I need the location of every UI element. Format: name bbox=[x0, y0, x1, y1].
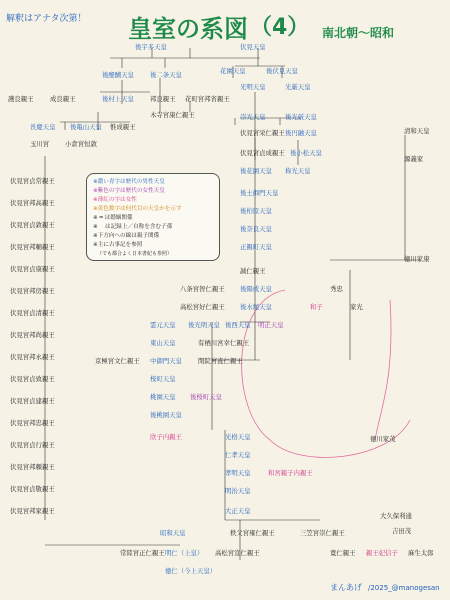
node-iemitsu: 家光 bbox=[350, 303, 363, 311]
node-hanamachi: 花町宮邦省親王 bbox=[185, 95, 230, 103]
fushimi-prince: 伏見宮貞常親王 bbox=[10, 177, 55, 185]
fushimi-prince: 伏見宮貞行親王 bbox=[10, 441, 55, 449]
node-ogimachi: 正親町天皇 bbox=[240, 243, 272, 251]
node-mikasa: 三笠宮崇仁親王 bbox=[300, 529, 345, 537]
node-gomurakami: 後村上天皇 bbox=[102, 95, 134, 103]
node-hirohito: 寛仁親王 bbox=[330, 549, 356, 557]
node-fushimi: 伏見天皇 bbox=[240, 43, 266, 51]
legend-box bbox=[86, 173, 220, 261]
fushimi-prince: 伏見宮貞致親王 bbox=[10, 375, 55, 383]
node-tamagawa: 玉川宮 bbox=[30, 140, 50, 148]
node-akihito: 明仁（上皇） bbox=[165, 549, 204, 557]
node-gosai: 後西天皇 bbox=[225, 321, 251, 329]
fushimi-prince: 伏見宮貞建親王 bbox=[10, 397, 55, 405]
node-gomomozono: 後桃園天皇 bbox=[150, 411, 182, 419]
credit-handle: /2025_@manogesan bbox=[368, 584, 440, 592]
node-kyogoku: 京極宮文仁親王 bbox=[95, 357, 140, 365]
node-gofushimi: 後伏見天皇 bbox=[266, 67, 298, 75]
node-takamatsu2: 高松宮宣仁親王 bbox=[215, 549, 260, 557]
node-yoshida: 吉田茂 bbox=[392, 527, 412, 535]
node-koreyasu: 惟成親王 bbox=[110, 123, 136, 131]
era-range: 南北朝〜昭和 bbox=[322, 26, 395, 40]
page-title: 皇室の系図 bbox=[128, 15, 248, 43]
node-shoko: 称光天皇 bbox=[285, 167, 311, 175]
fushimi-prince: 伏見宮貞康親王 bbox=[10, 265, 55, 273]
node-tomohito: 常陸宮正仁親王 bbox=[120, 549, 165, 557]
node-okubo: 大久保利通 bbox=[380, 512, 412, 520]
node-kunira: 邦良親王 bbox=[150, 95, 176, 103]
node-kazunomiya: 和宮親子内親王 bbox=[268, 469, 313, 477]
node-masako: 和子 bbox=[310, 303, 323, 311]
legend-line-3: ※薄紅の字は女性 bbox=[93, 197, 137, 203]
node-nakamikado: 中御門天皇 bbox=[150, 357, 182, 365]
node-gokameyama: 後亀山天皇 bbox=[70, 123, 102, 131]
node-gokashiwabara: 後柏原天皇 bbox=[240, 207, 272, 215]
node-higashiyama: 東山天皇 bbox=[150, 339, 176, 347]
fushimi-prince: 伏見宮邦尚親王 bbox=[10, 331, 55, 339]
node-yoshiko: 欣子内親王 bbox=[150, 433, 182, 441]
node-hachijo: 八条宮智仁親王 bbox=[180, 285, 225, 293]
node-gokomatsu: 後小松天皇 bbox=[290, 149, 322, 157]
node-narinaga: 成良親王 bbox=[50, 95, 76, 103]
fushimi-prince: 伏見宮貞敦親王 bbox=[10, 221, 55, 229]
node-godaigo: 後醍醐天皇 bbox=[102, 71, 134, 79]
node-nobuko: 親王妃信子 bbox=[366, 549, 398, 557]
node-gouda: 後宇多天皇 bbox=[135, 43, 167, 51]
fushimi-prince: 伏見宮邦高親王 bbox=[10, 199, 55, 207]
node-tokugawa: 徳川家康 bbox=[404, 255, 430, 263]
node-muneyoshi: 護良親王 bbox=[8, 95, 34, 103]
node-goenyu: 後円融天皇 bbox=[285, 129, 317, 137]
credit-author: まんあげ bbox=[330, 583, 362, 592]
node-komyo: 光明天皇 bbox=[240, 83, 266, 91]
node-goyozei: 後陽成天皇 bbox=[240, 285, 272, 293]
node-naruhito: 徳仁（今上天皇） bbox=[165, 567, 217, 575]
node-sadafusa: 伏見宮貞成親王 bbox=[240, 149, 285, 157]
header-slogan: 解釈はアナタ次第！ bbox=[6, 14, 87, 24]
node-seiwa: 清和天皇 bbox=[404, 127, 430, 135]
node-gohanazono: 後花園天皇 bbox=[240, 167, 272, 175]
node-kogen: 光厳天皇 bbox=[285, 83, 311, 91]
node-gonijo: 後二条天皇 bbox=[150, 71, 182, 79]
node-taisho: 大正天皇 bbox=[225, 507, 251, 515]
node-arisugawa: 有栖川宮幸仁親王 bbox=[198, 339, 250, 347]
legend-line-6: ※ は記録上／自称を含む子孫 bbox=[93, 224, 173, 230]
node-ninko: 仁孝天皇 bbox=[225, 451, 251, 459]
node-kokaku: 光格天皇 bbox=[225, 433, 251, 441]
fushimi-prince: 伏見宮邦忠親王 bbox=[10, 419, 55, 427]
node-aso: 麻生太郎 bbox=[408, 549, 434, 557]
node-gokogon: 後光厳天皇 bbox=[285, 113, 317, 121]
node-takamatsu: 高松宮好仁親王 bbox=[180, 303, 225, 311]
node-showa: 昭和天皇 bbox=[160, 529, 186, 537]
legend-line-7: ※下方向への線は親子関係 bbox=[93, 233, 160, 239]
fushimi-prince: 伏見宮貞敬親王 bbox=[10, 485, 55, 493]
legend-line-8: ※主に古事記を参照 bbox=[93, 242, 143, 248]
fushimi-prince: 伏見宮貞清親王 bbox=[10, 309, 55, 317]
node-meisho: 明正天皇 bbox=[258, 321, 284, 329]
node-sukehito: 木寺宮康仁親王 bbox=[150, 111, 195, 119]
node-komei: 孝明天皇 bbox=[225, 469, 251, 477]
fushimi-prince: 伏見宮邦永親王 bbox=[10, 353, 55, 361]
fushimi-prince: 伏見宮邦家親王 bbox=[10, 507, 55, 515]
legend-line-4: ※黄色数字は何代目の天皇かを示す bbox=[93, 206, 182, 212]
node-fushimi-yoshihito: 伏見宮栄仁親王 bbox=[240, 129, 285, 137]
node-meiji: 明治天皇 bbox=[225, 487, 251, 495]
node-gomizunoo: 後水尾天皇 bbox=[240, 303, 272, 311]
node-reigen: 霊元天皇 bbox=[150, 321, 176, 329]
node-hanazono: 花園天皇 bbox=[220, 67, 246, 75]
node-momozono: 桃園天皇 bbox=[150, 393, 176, 401]
node-chokei: 長慶天皇 bbox=[30, 123, 56, 131]
node-gotsuchimikado: 後土御門天皇 bbox=[240, 189, 279, 197]
node-sanehito: 誠仁親王 bbox=[240, 267, 266, 275]
node-sakuramachi: 桜町天皇 bbox=[150, 375, 176, 383]
node-kanin: 閑院宮直仁親王 bbox=[198, 357, 243, 365]
node-gokomyo: 後光明天皇 bbox=[188, 321, 220, 329]
legend-line-1: ※濃い青字は歴代の男性天皇 bbox=[93, 179, 165, 185]
fushimi-prince: 伏見宮邦頼親王 bbox=[10, 463, 55, 471]
node-gonara: 後奈良天皇 bbox=[240, 225, 272, 233]
node-minamoto: 源義家 bbox=[404, 155, 424, 163]
node-chichibu: 秩父宮雍仁親王 bbox=[230, 529, 275, 537]
node-suko: 崇光天皇 bbox=[240, 113, 266, 121]
legend-line-5: ※ ═ は婚姻関係 bbox=[93, 215, 133, 221]
fushimi-prince: 伏見宮邦輔親王 bbox=[10, 243, 55, 251]
page-part: （4） bbox=[250, 15, 310, 40]
fushimi-prince: 伏見宮邦房親王 bbox=[10, 287, 55, 295]
node-gosakuramachi: 後桜町天皇 bbox=[190, 393, 222, 401]
node-hidetada: 秀忠 bbox=[330, 285, 343, 293]
legend-line-9: （でも都合よく日本書紀も参照） bbox=[97, 251, 173, 257]
node-iemochi: 徳川家茂 bbox=[370, 435, 396, 443]
legend-line-2: ※紫色の字は歴代の女性天皇 bbox=[93, 188, 165, 194]
node-ogura: 小倉宮恒敦 bbox=[65, 140, 97, 148]
